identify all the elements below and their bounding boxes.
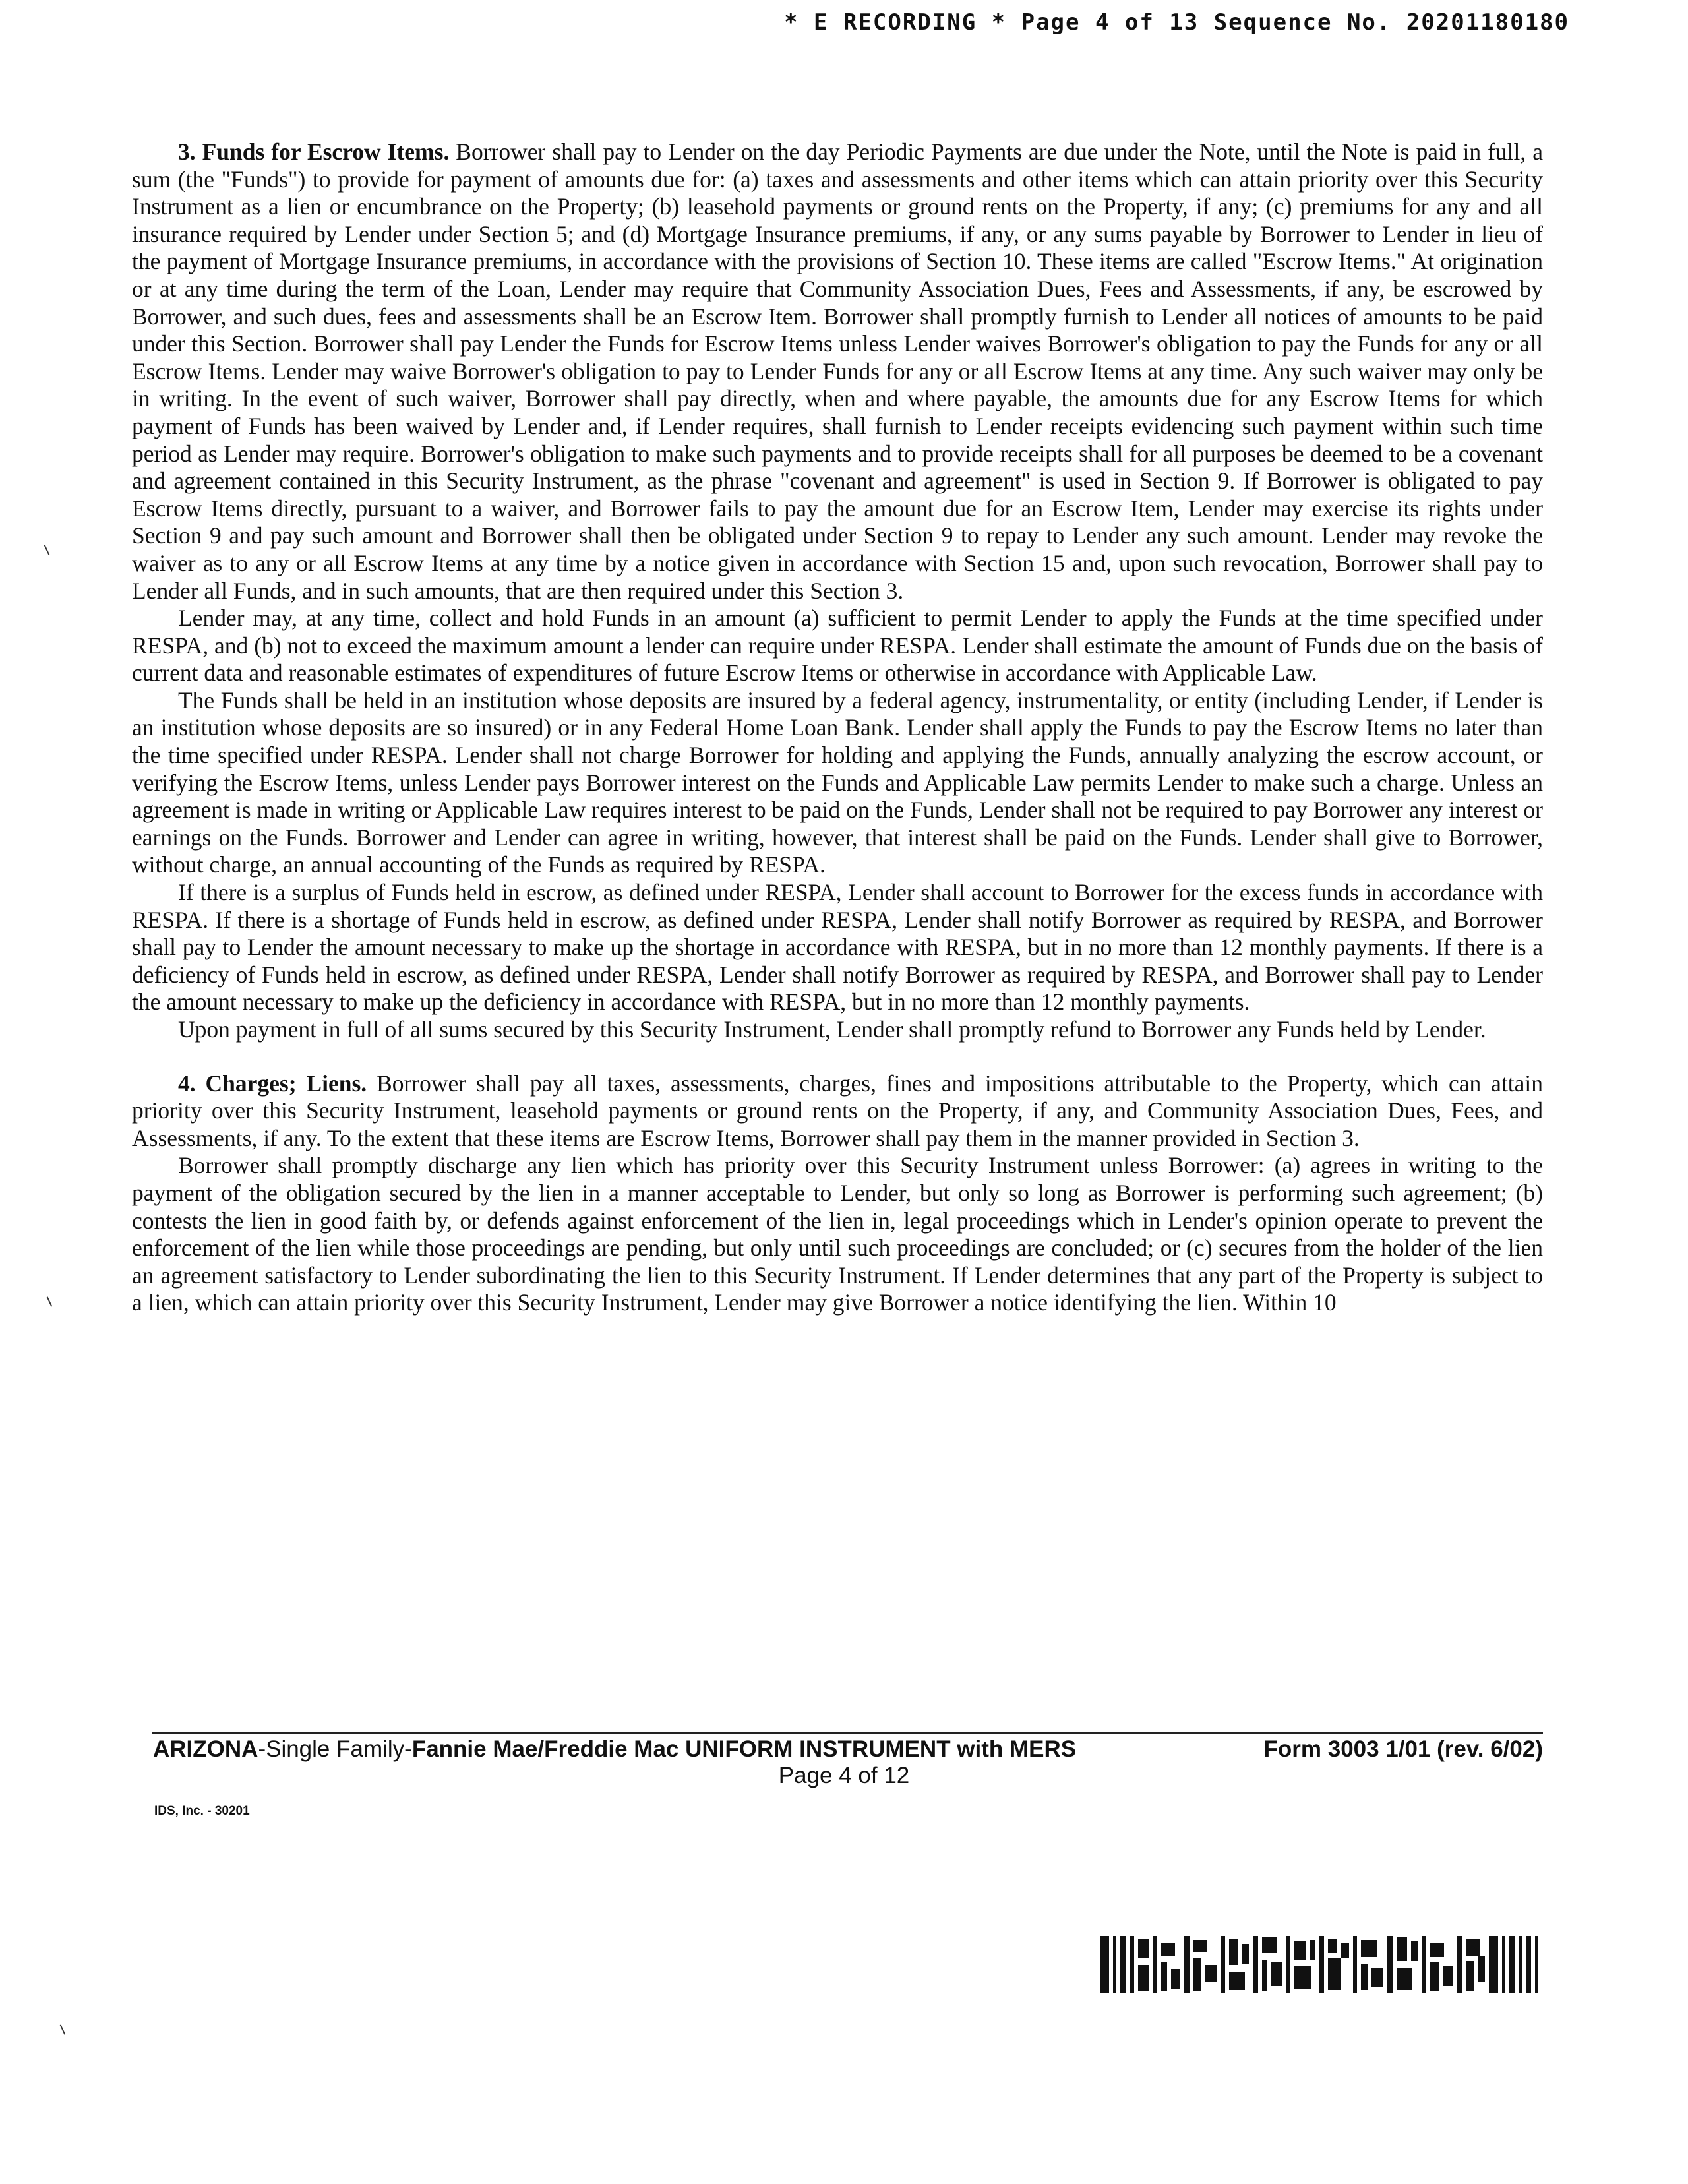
document-body (132, 138, 1543, 1317)
section-3-paragraph-4: If there is a surplus of Funds held in escrow, as defined under RESPA, Lender shall account to Borrower for the excess funds in accordance with RESPA. If there is a shortage of Funds held in escrow, as defined under RESPA, Lender shall notify Borrower as required by RESPA, and Borrower shall pay to Lender the amount necessary to make up the shortage in accordance with RESPA, but in no more than 12 monthly payments. If there is a deficiency of Funds held in escrow, as defined under RESPA, Lender shall notify Borrower as required by RESPA, and Borrower shall pay to Lender the amount necessary to make up the deficiency in accordance with RESPA, but in no more than 12 monthly payments. (132, 879, 1543, 1016)
form-description: -Single Family- (258, 1736, 412, 1762)
section-3-paragraph (132, 138, 1543, 605)
recording-stamp: * E RECORDING * Page 4 of 13 Sequence No. 20201180180 (784, 9, 1569, 36)
form-number: Form 3003 1/01 (rev. 6/02) (1263, 1736, 1543, 1762)
section-4-heading: 4. Charges; Liens. (178, 1070, 367, 1097)
form-state: ARIZONA (153, 1736, 258, 1762)
footer-divider (152, 1732, 1543, 1734)
section-3-paragraph-2: Lender may, at any time, collect and hold Funds in an amount (a) sufficient to permit Lender to apply the Funds at the time specified under RESPA, and (b) not to exceed the maximum amount a lender can require under RESPA. Lender shall estimate the amount of Funds due on the basis of current data and reasonable estimates of expenditures of future Escrow Items or otherwise in accordance with Applicable Law. (132, 605, 1543, 686)
section-4-paragraph (132, 1070, 1543, 1153)
page-number: Page 4 of 12 (778, 1763, 910, 1788)
barcode-icon (1100, 1936, 1543, 1993)
scan-mark (60, 2024, 66, 2034)
scan-mark (47, 1296, 53, 1306)
form-source: Fannie Mae/Freddie Mac UNIFORM INSTRUMENT with MERS (411, 1736, 1077, 1762)
scan-mark (44, 545, 50, 555)
section-3-paragraph-5: Upon payment in full of all sums secured by this Security Instrument, Lender shall promptly refund to Borrower any Funds held by Lender. (178, 1016, 1486, 1043)
section-3-paragraph-3: The Funds shall be held in an institution whose deposits are insured by a federal agency, instrumentality, or entity (including Lender, if Lender is an institution whose deposits are so insured) or in any Federal Home Loan Bank. Lender shall apply the Funds to pay the Escrow Items no later than the time specified under RESPA. Lender shall not charge Borrower for holding and applying the Funds, annually analyzing the escrow account, or verifying the Escrow Items, unless Lender pays Borrower interest on the Funds and Applicable Law permits Lender to make such a charge. Unless an agreement is made in writing or Applicable Law requires interest to be paid on the Funds, Lender shall not be required to pay Borrower any interest or earnings on the Funds. Borrower and Lender can agree in writing, however, that interest shall be paid on the Funds. Lender shall give to Borrower, without charge, an annual accounting of the Funds as required by RESPA. (132, 686, 1543, 878)
section-4-text: Borrower shall pay all taxes, assessments, charges, fines and impositions attributable to the Property, which can attain priority over this Security Instrument, leasehold payments or ground rents on the Property, if any, and Community Association Dues, Fees, and Assessments, if any. To the extent that these items are Escrow Items, Borrower shall pay them in the manner provided in Section 3. (132, 1070, 1544, 1151)
vendor-code: IDS, Inc. - 30201 (154, 1804, 250, 1818)
form-title (153, 1736, 1076, 1763)
section-3-heading: 3. Funds for Escrow Items. (178, 138, 450, 165)
section-4-paragraph-2: Borrower shall promptly discharge any lien which has priority over this Security Instrument unless Borrower: (a) agrees in writing to the payment of the obligation secured by the lien in a manner acceptable to Lender, but only so long as Borrower is performing such agreement; (b) contests the lien in good faith by, or defends against enforcement of the lien in, legal proceedings which in Lender's opinion operate to prevent the enforcement of the lien while those proceedings are pending, but only until such proceedings are concluded; or (c) secures from the holder of the lien an agreement satisfactory to Lender subordinating the lien to this Security Instrument. If Lender determines that any part of the Property is subject to a lien, which can attain priority over this Security Instrument, Lender may give Borrower a notice identifying the lien. Within 10 (132, 1152, 1543, 1316)
section-3-text: Borrower shall pay to Lender on the day Periodic Payments are due under the Note, until the Note is paid in full, a sum (the "Funds") to provide for payment of amounts due for: (a) taxes and assessments and other items which can attain priority over this Security Instrument as a lien or encumbrance on the Property; (b) leasehold payments or ground rents on the Property, if any; (c) premiums for any and all insurance required by Lender under Section 5; and (d) Mortgage Insurance premiums, if any, or any sums payable by Borrower to Lender in lieu of the payment of Mortgage Insurance premiums, in accordance with the provisions of Section 10. These items are called "Escrow Items." At origination or at any time during the term of the Loan, Lender may require that Community Association Dues, Fees and Assessments, if any, be escrowed by Borrower, and such dues, fees and assessments shall be an Escrow Item. Borrower shall promptly furnish to Lender all notices of amounts to be paid under this Section. Borrower shall pay Lender the Funds for Escrow Items unless Lender waives Borrower's obligation to pay the Funds for any or all Escrow Items. Lender may waive Borrower's obligation to pay to Lender Funds for any or all Escrow Items at any time. Any such waiver may only be in writing. In the event of such waiver, Borrower shall pay directly, when and where payable, the amounts due for any Escrow Items for which payment of Funds has been waived by Lender and, if Lender requires, shall furnish to Lender receipts evidencing such payment within such time period as Lender may require. Borrower's obligation to make such payments and to provide receipts shall for all purposes be deemed to be a covenant and agreement contained in this Security Instrument, as the phrase "covenant and agreement" is used in Section 9. If Borrower is obligated to pay Escrow Items directly, pursuant to a waiver, and Borrower fails to pay the amount due for an Escrow Item, Lender may exercise its rights under Section 9 and pay such amount and Borrower shall then be obligated under Section 9 to repay to Lender any such amount. Lender may revoke the waiver as to any or all Escrow Items at any time by a notice given in accordance with Section 15 and, upon such revocation, Borrower shall pay to Lender all Funds, and in such amounts, that are then required under this Section 3. (132, 138, 1544, 604)
